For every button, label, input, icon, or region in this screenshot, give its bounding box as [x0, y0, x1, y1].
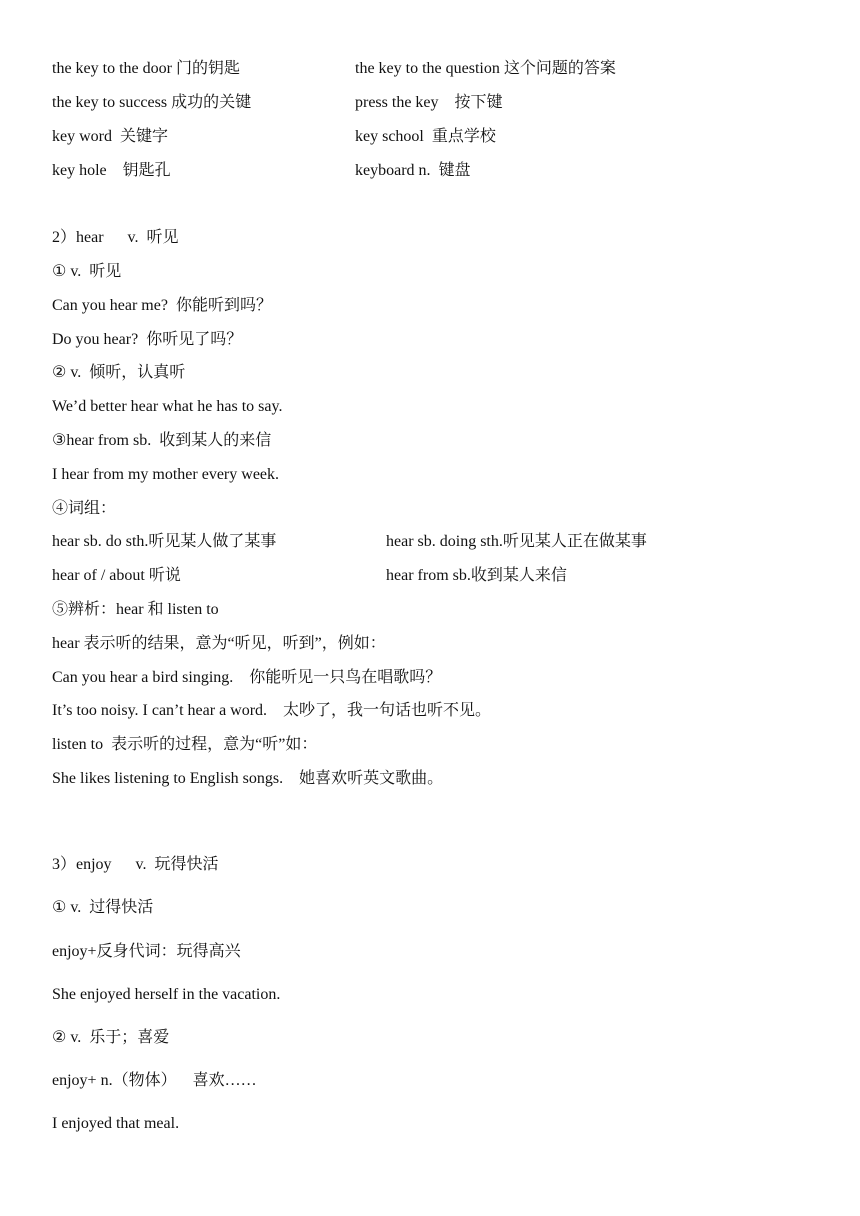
example-sentence: I hear from my mother every week. — [52, 466, 280, 483]
explanation-line: enjoy+ n.（物体） 喜欢…… — [52, 1072, 257, 1089]
key-phrase: the key to success 成功的关键 — [52, 94, 252, 111]
phrase-item: hear of / about 听说 — [52, 567, 181, 584]
explanation-line: listen to 表示听的过程，意为“听”如： — [52, 736, 318, 753]
key-phrase: the key to the question 这个问题的答案 — [355, 60, 616, 77]
explanation-line: enjoy+反身代词：玩得高兴 — [52, 943, 241, 960]
meaning-item: ② v. 倾听，认真听 — [52, 364, 186, 381]
key-phrase: press the key 按下键 — [355, 94, 503, 111]
example-sentence: Can you hear a bird singing. 你能听见一只鸟在唱歌吗？ — [52, 669, 442, 686]
example-sentence: She enjoyed herself in the vacation. — [52, 986, 281, 1003]
example-sentence: She likes listening to English songs. 她喜欢听英文歌曲。 — [52, 770, 444, 787]
section-heading-hear: 2）hear v. 听见 — [52, 229, 179, 246]
example-sentence: It’s too noisy. I can’t hear a word. 太吵了，我一句话也听不见。 — [52, 702, 492, 719]
key-phrase: keyboard n. 键盘 — [355, 162, 471, 179]
meaning-item: ⑤辨析：hear 和 listen to — [52, 601, 219, 618]
meaning-item: ① v. 听见 — [52, 263, 122, 280]
phrase-item: hear from sb.收到某人来信 — [386, 567, 567, 584]
key-phrase: key hole 钥匙孔 — [52, 162, 171, 179]
phrase-item: hear sb. do sth.听见某人做了某事 — [52, 533, 277, 550]
key-phrase: key school 重点学校 — [355, 128, 496, 145]
meaning-item: ① v. 过得快活 — [52, 899, 154, 916]
explanation-line: hear 表示听的结果，意为“听见，听到”，例如： — [52, 635, 386, 652]
key-phrase: the key to the door 门的钥匙 — [52, 60, 240, 77]
example-sentence: Can you hear me? 你能听到吗？ — [52, 297, 272, 314]
example-sentence: We’d better hear what he has to say. — [52, 398, 283, 415]
key-phrase: key word 关键字 — [52, 128, 168, 145]
section-heading-enjoy: 3）enjoy v. 玩得快活 — [52, 856, 219, 873]
phrase-item: hear sb. doing sth.听见某人正在做某事 — [386, 533, 647, 550]
meaning-item: ④词组： — [52, 500, 117, 517]
meaning-item: ③hear from sb. 收到某人的来信 — [52, 432, 272, 449]
example-sentence: Do you hear? 你听见了吗？ — [52, 331, 243, 348]
meaning-item: ② v. 乐于；喜爱 — [52, 1029, 170, 1046]
example-sentence: I enjoyed that meal. — [52, 1115, 180, 1132]
